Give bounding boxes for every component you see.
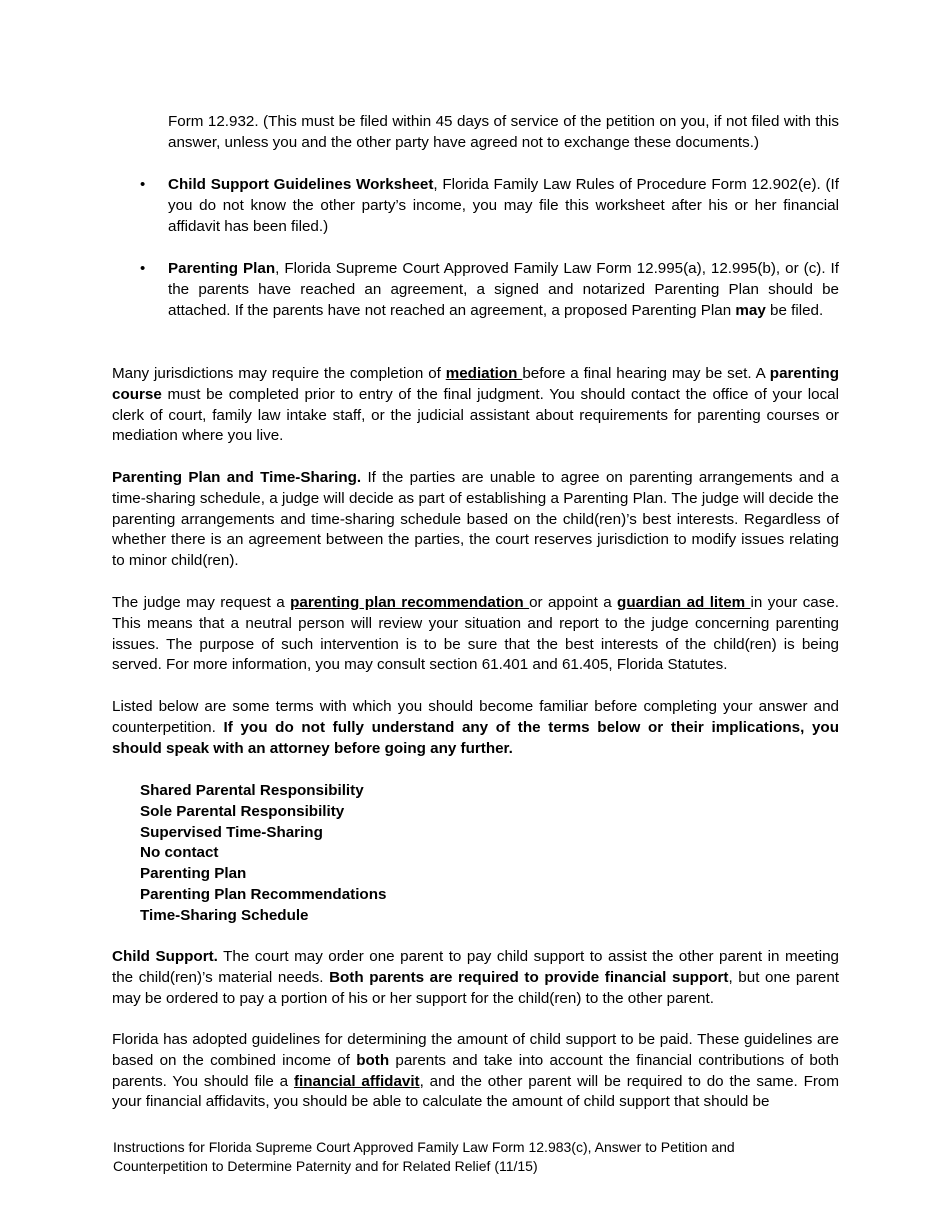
term-item: Parenting Plan Recommendations	[140, 885, 387, 903]
term-item: Supervised Time-Sharing	[140, 823, 323, 841]
child-support-paragraph	[112, 947, 839, 1009]
parenting-plan-text: , Florida Supreme Court Approved Family Law Form 12.995(a), 12.995(b), or (c). If the parents have reached an agreement, a signed and notarized Parenting Plan should be attached. If the parents have not reached an agreement, a proposed Parenting Plan	[168, 260, 839, 319]
terms-intro-text: Listed below are some terms with which you should become familiar before completing your answer and counterpetition.	[112, 698, 839, 736]
financial-affidavit-link[interactable]: financial affidavit	[293, 1072, 420, 1090]
judge-text: in your case. This means that a neutral person will review your situation and report to the judge concerning parenting issues. The purpose of such intervention is to be sure that the best interests of the child(ren) is being served. For more information, you may consult section 61.401 and 61.405, Florida Statutes.	[112, 594, 840, 674]
worksheet-text: , Florida Family Law Rules of Procedure Form 12.902(e). (If you do not know the other party’s income, you may file this worksheet after his or her financial affidavit has been filed.)	[168, 176, 839, 235]
terms-intro-paragraph	[112, 697, 839, 759]
guidelines-paragraph	[112, 1030, 839, 1113]
mediation-paragraph	[112, 364, 839, 447]
page-footer	[113, 1138, 813, 1175]
time-sharing-paragraph	[112, 468, 839, 572]
term-item: Time-Sharing Schedule	[140, 906, 309, 924]
parenting-plan-bullet-item	[168, 259, 839, 321]
mediation-text: must be completed prior to entry of the final judgment. You should contact the office of your local clerk of court, family law intake staff, or the judicial assistant about requirements for parenting courses or mediation where you live.	[112, 385, 839, 445]
time-sharing-heading: Parenting Plan and Time-Sharing.	[112, 469, 362, 486]
guardian-ad-litem-link[interactable]: guardian ad litem	[617, 594, 751, 611]
terms-list	[140, 781, 386, 927]
mediation-text: Many jurisdictions may require the completion of	[112, 365, 446, 382]
judge-text: The judge may request a	[112, 594, 291, 611]
footer-line: Counterpetition to Determine Paternity and for Related Relief (11/15)	[113, 1157, 538, 1174]
parenting-plan-may: may	[735, 301, 766, 319]
bullet-marker: •	[140, 176, 146, 193]
child-support-text: , but one parent may be ordered to pay a portion of his or her support for the child(ren) to the other parent.	[112, 968, 839, 1007]
bullet-marker: •	[140, 260, 146, 277]
term-item: Parenting Plan	[140, 865, 247, 883]
judge-paragraph	[112, 593, 839, 676]
guidelines-text: parents and take into account the financial contributions of both parents. You should file a	[112, 1051, 839, 1090]
guidelines-text: , and the other parent will be required to do the same. From your financial affidavits, you should be able to calculate the amount of child support that should be	[112, 1072, 839, 1111]
terms-warning: If you do not fully understand any of the terms below or their implications, you should speak with an attorney before going any further.	[112, 718, 839, 757]
term-item: Sole Parental Responsibility	[140, 802, 345, 820]
financial-support-emphasis: Both parents are required to provide financial support	[329, 968, 729, 986]
mediation-link[interactable]: mediation	[445, 365, 523, 382]
term-item: Shared Parental Responsibility	[140, 782, 364, 799]
form-continuation-text: Form 12.932. (This must be filed within 45 days of service of the petition on you, if not filed with this answer, unless you and the other party have agreed not to exchange these documents.)	[168, 113, 839, 151]
child-support-text: The court may order one parent to pay child support to assist the other parent in meeting the child(ren)’s material needs.	[112, 948, 839, 986]
term-item: No contact	[140, 844, 219, 862]
worksheet-bullet-item	[168, 175, 839, 237]
time-sharing-text: If the parties are unable to agree on parenting arrangements and a time-sharing schedule, a judge will decide as part of establishing a Parenting Plan. The judge will decide the parenting arrangements and time-sharing schedule based on the child(ren)’s best interests. Regardless of whether there is an agreement between the parties, the court reserves jurisdiction to modify issues relating to minor child(ren).	[112, 469, 840, 570]
mediation-text: before a final hearing may be set. A	[522, 365, 770, 382]
both-emphasis: both	[356, 1051, 390, 1069]
parenting-plan-title: Parenting Plan	[168, 260, 276, 277]
parenting-plan-recommendation-link[interactable]: parenting plan recommendation	[290, 594, 530, 611]
worksheet-title: Child Support Guidelines Worksheet	[168, 176, 434, 193]
guidelines-text: Florida has adopted guidelines for determining the amount of child support to be paid. These guidelines are based on the combined income of	[112, 1031, 839, 1069]
parenting-course-term: parenting course	[112, 365, 839, 403]
parenting-plan-text-end: be filed.	[765, 301, 824, 319]
judge-text: or appoint a	[529, 594, 618, 611]
child-support-heading: Child Support.	[112, 948, 218, 965]
footer-line: Instructions for Florida Supreme Court Approved Family Law Form 12.983(c), Answer to Petition and	[113, 1139, 735, 1155]
